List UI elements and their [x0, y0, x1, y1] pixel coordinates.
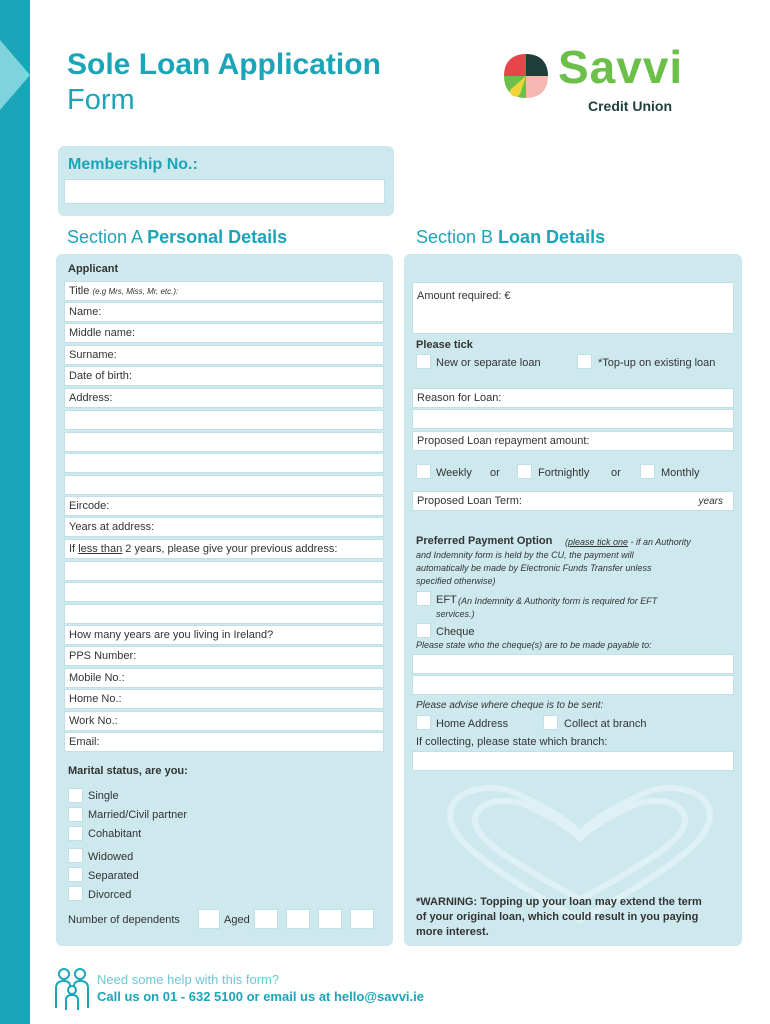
warning-line-1: *WARNING: Topping up your loan may extend the term: [416, 896, 702, 908]
repayment-amount-field[interactable]: Proposed Loan repayment amount:: [412, 431, 734, 451]
fortnightly-label: Fortnightly: [538, 467, 590, 479]
monthly-label: Monthly: [661, 467, 700, 479]
dependents-label: Number of dependents: [68, 914, 180, 926]
home-address-label: Home Address: [436, 718, 509, 730]
address-line-4[interactable]: [64, 453, 384, 473]
contact-info[interactable]: Call us on 01 - 632 5100 or email us at hello@savvi.ie: [97, 989, 424, 1004]
work-number-field[interactable]: Work No.:: [64, 711, 384, 731]
please-tick-label: Please tick: [416, 339, 473, 351]
pps-number-field[interactable]: PPS Number:: [64, 646, 384, 666]
marital-status-heading: Marital status, are you:: [68, 765, 188, 777]
warning-line-2: of your original loan, which could result in you paying: [416, 911, 699, 923]
topup-loan-label: *Top-up on existing loan: [598, 357, 716, 369]
eft-label: EFT: [436, 594, 457, 606]
marital-divorced-label: Divorced: [88, 889, 132, 901]
cheque-checkbox[interactable]: [416, 623, 431, 638]
aged-label: Aged: [224, 914, 250, 926]
previous-address-line-2[interactable]: [64, 561, 384, 581]
eft-note-1: (An Indemnity & Authority form is required for EFT: [458, 596, 658, 606]
address-line-5[interactable]: [64, 475, 384, 495]
mobile-number-field[interactable]: Mobile No.:: [64, 668, 384, 688]
section-a-heading: Section A Personal Details: [67, 227, 288, 247]
previous-address-line-4[interactable]: [64, 604, 384, 624]
loan-term-years: years: [698, 496, 723, 507]
payment-option-heading: Preferred Payment Option: [416, 535, 553, 547]
payment-note-rest: - if an Authority: [628, 537, 691, 547]
email-field[interactable]: Email:: [64, 732, 384, 752]
logo-wordmark: Savvi: [558, 41, 684, 93]
warning-line-3: more interest.: [416, 926, 489, 938]
marital-separated-label: Separated: [88, 870, 139, 882]
name-field[interactable]: Name:: [64, 302, 384, 322]
title-hint: (e.g Mrs, Miss, Mr, etc.):: [92, 287, 179, 296]
applicant-heading: Applicant: [68, 263, 119, 275]
membership-number-field[interactable]: [64, 179, 385, 204]
weekly-checkbox[interactable]: [416, 464, 431, 479]
marital-widowed-label: Widowed: [88, 851, 134, 863]
dependent-age-field-4[interactable]: [350, 909, 374, 929]
home-number-field[interactable]: Home No.:: [64, 689, 384, 709]
logo-subtitle: Credit Union: [588, 98, 672, 114]
sidebar-arrow-decoration: [0, 40, 30, 110]
new-loan-label: New or separate loan: [436, 357, 541, 369]
dependent-age-field-1[interactable]: [254, 909, 278, 929]
marital-single-label: Single: [88, 790, 119, 802]
marital-widowed-checkbox[interactable]: [68, 848, 83, 863]
topup-loan-checkbox[interactable]: [577, 354, 592, 369]
help-prompt: Need some help with this form?: [97, 972, 280, 987]
dependents-count-field[interactable]: [198, 909, 220, 929]
dependent-age-field-3[interactable]: [318, 909, 342, 929]
middle-name-field[interactable]: Middle name:: [64, 323, 384, 343]
marital-divorced-checkbox[interactable]: [68, 886, 83, 901]
previous-address-line-3[interactable]: [64, 582, 384, 602]
page-title: Sole Loan Application: [67, 48, 381, 81]
family-icon: [52, 966, 92, 1012]
eft-note-2: services.): [436, 609, 475, 619]
cheque-payee-field[interactable]: [412, 654, 734, 674]
dependent-age-field-2[interactable]: [286, 909, 310, 929]
amount-required-field[interactable]: Amount required: €: [412, 282, 734, 334]
years-in-ireland-field[interactable]: How many years are you living in Ireland?: [64, 625, 384, 645]
reason-for-loan-line-2[interactable]: [412, 409, 734, 429]
eircode-field[interactable]: Eircode:: [64, 496, 384, 516]
date-of-birth-field[interactable]: Date of birth:: [64, 366, 384, 386]
payment-option-note-3: automatically be made by Electronic Funds Transfer unless: [416, 563, 652, 573]
branch-name-field[interactable]: [412, 751, 734, 771]
fortnightly-checkbox[interactable]: [517, 464, 532, 479]
monthly-checkbox[interactable]: [640, 464, 655, 479]
collect-branch-note: If collecting, please state which branch:: [416, 736, 608, 748]
payment-option-note-1: [565, 536, 691, 549]
cheque-send-note: Please advise where cheque is to be sent:: [416, 700, 604, 711]
loan-term-field[interactable]: [412, 491, 734, 511]
eft-checkbox[interactable]: [416, 591, 431, 606]
prev-address-suffix: 2 years, please give your previous address:: [125, 543, 338, 555]
marital-cohabitant-label: Cohabitant: [88, 828, 142, 840]
marital-single-checkbox[interactable]: [68, 788, 83, 803]
home-address-checkbox[interactable]: [416, 715, 431, 730]
weekly-label: Weekly: [436, 467, 472, 479]
tick-one-underlined: (please tick one: [565, 537, 629, 547]
collect-branch-label: Collect at branch: [564, 718, 647, 730]
logo-mark-icon: [500, 50, 552, 102]
title-label: Title: [69, 285, 90, 297]
title-field[interactable]: [64, 281, 384, 301]
loan-term-label: Proposed Loan Term:: [417, 495, 522, 507]
cheque-payee-line-2[interactable]: [412, 675, 734, 695]
topup-warning: [416, 895, 736, 940]
cheque-payable-note: Please state who the cheque(s) are to be made payable to:: [416, 640, 652, 650]
payment-option-note-2: and Indemnity form is held by the CU, the payment will: [416, 550, 634, 560]
marital-cohabitant-checkbox[interactable]: [68, 826, 83, 841]
section-b-heading: Section B Loan Details: [416, 227, 606, 247]
address-field[interactable]: Address:: [64, 388, 384, 408]
reason-for-loan-field[interactable]: Reason for Loan:: [412, 388, 734, 408]
payment-option-note-4: specified otherwise): [416, 576, 496, 586]
new-loan-checkbox[interactable]: [416, 354, 431, 369]
address-line-3[interactable]: [64, 432, 384, 452]
cheque-label: Cheque: [436, 626, 475, 638]
marital-separated-checkbox[interactable]: [68, 867, 83, 882]
prev-address-underlined: less than: [78, 543, 123, 555]
surname-field[interactable]: Surname:: [64, 345, 384, 365]
collect-branch-checkbox[interactable]: [543, 715, 558, 730]
prev-address-prefix: If: [69, 543, 76, 555]
or-label-1: or: [490, 467, 500, 479]
page-title-form: Form: [67, 84, 135, 116]
or-label-2: or: [611, 467, 621, 479]
membership-label: Membership No.:: [68, 156, 198, 173]
savvi-logo: [500, 41, 730, 118]
left-sidebar-band: [0, 0, 30, 1024]
marital-married-checkbox[interactable]: [68, 807, 83, 822]
address-line-2[interactable]: [64, 410, 384, 430]
previous-address-field[interactable]: [64, 539, 384, 559]
marital-married-label: Married/Civil partner: [88, 809, 188, 821]
years-at-address-field[interactable]: Years at address:: [64, 517, 384, 537]
